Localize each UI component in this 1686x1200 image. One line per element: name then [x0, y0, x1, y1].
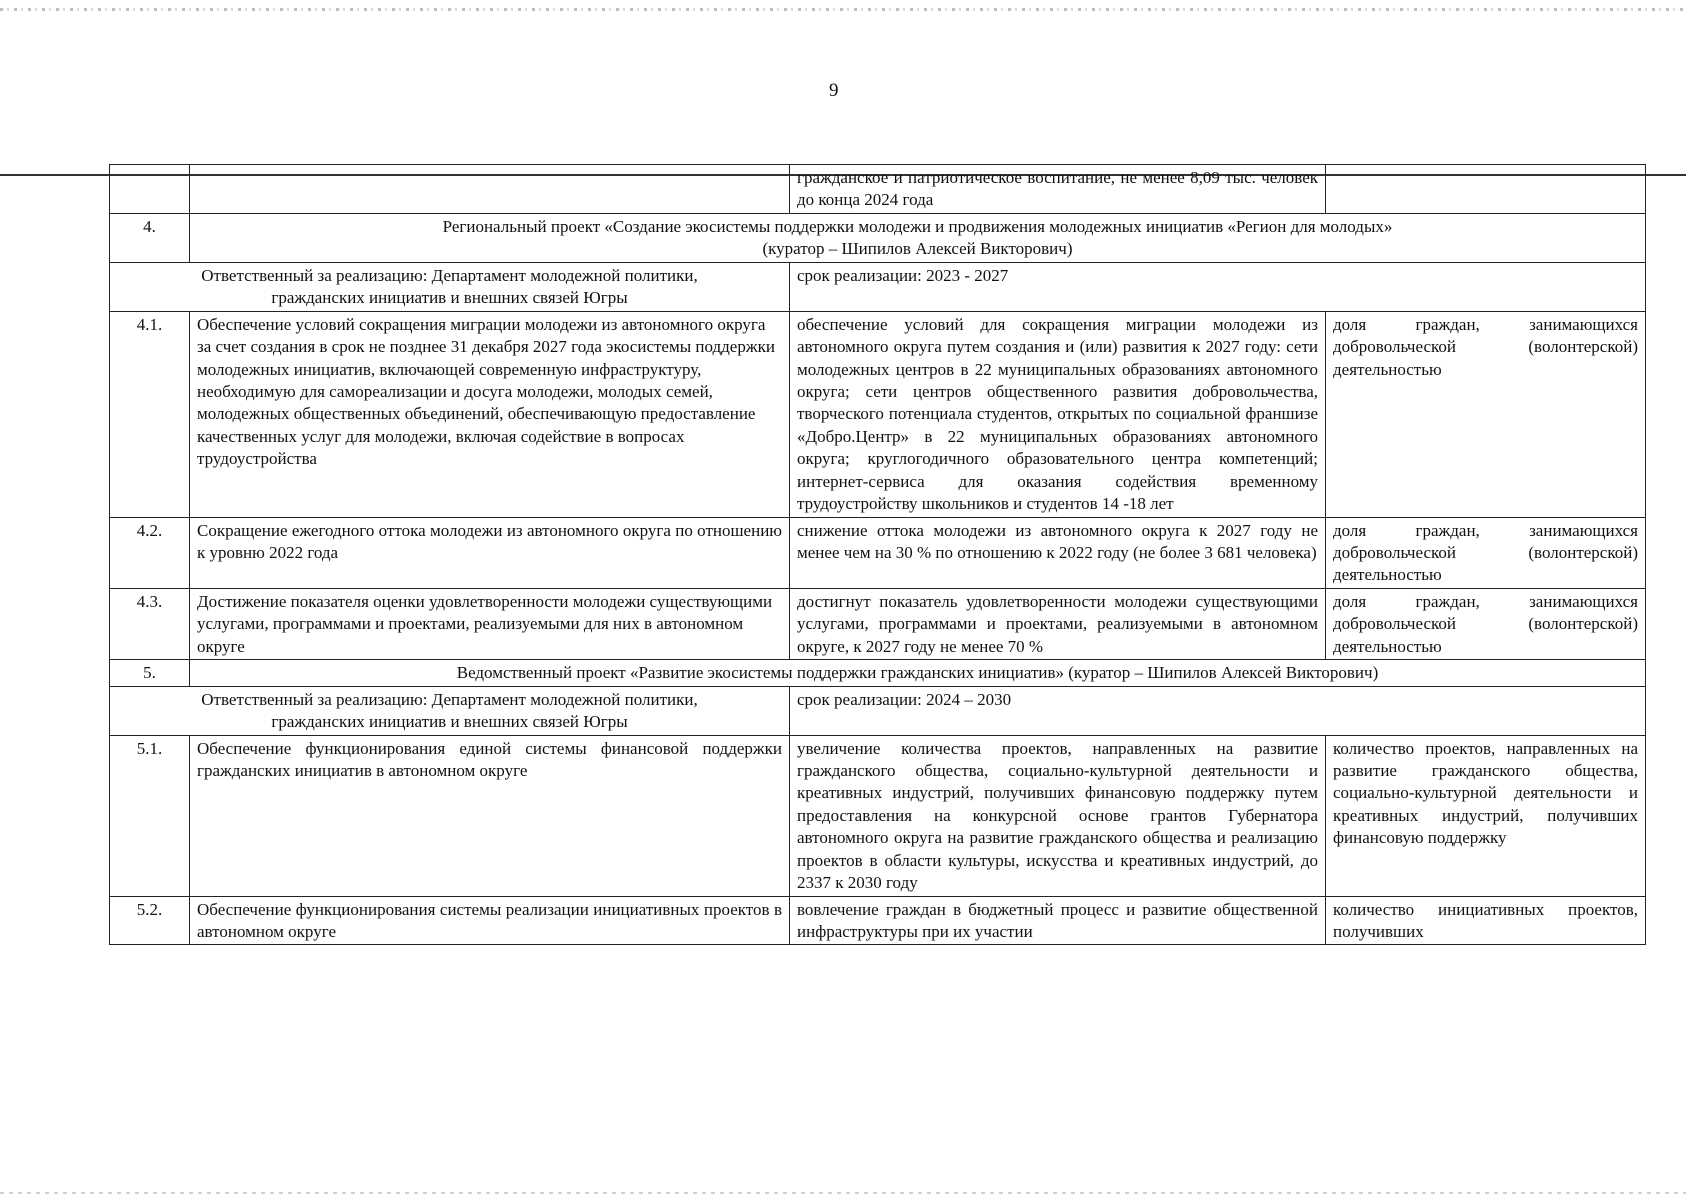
row-number: 5.1.: [110, 735, 190, 896]
row-indicator: количество проектов, направленных на развитие гражданского общества, социально-культурной деятельности и креативных индустрий, получивших финансовую поддержку: [1326, 735, 1646, 896]
page-number: 9: [829, 80, 839, 101]
carryover-task-cell: [190, 165, 790, 214]
row-number: 4.2.: [110, 517, 190, 588]
section-5-responsible-line-2: гражданских инициатив и внешних связей Югры: [271, 712, 628, 732]
section-4-responsible-line-1: Ответственный за реализацию: Департамент молодежной политики,: [201, 265, 698, 285]
row-number: 4.1.: [110, 311, 190, 517]
section-4-term: срок реализации: 2023 - 2027: [790, 262, 1646, 311]
table-row-5-1: [110, 735, 1646, 896]
row-result: снижение оттока молодежи из автономного округа к 2027 году не менее чем на 30 % по отношению к 2022 году (не более 3 681 человека): [790, 517, 1326, 588]
row-task: Обеспечение функционирования единой системы финансовой поддержки гражданских инициатив в автономном округе: [190, 735, 790, 896]
section-4-responsible-line-2: гражданских инициатив и внешних связей Югры: [271, 288, 628, 308]
row-indicator: количество инициативных проектов, получивших: [1326, 896, 1646, 945]
section-4-number: 4.: [110, 213, 190, 262]
row-result: вовлечение граждан в бюджетный процесс и развитие общественной инфраструктуры при их участии: [790, 896, 1326, 945]
section-5-responsible: [110, 686, 790, 735]
scan-edge-top: [0, 8, 1686, 11]
row-task: Сокращение ежегодного оттока молодежи из автономного округа по отношению к уровню 2022 года: [190, 517, 790, 588]
scan-edge-bottom: [0, 1192, 1686, 1194]
table-row-4-2: [110, 517, 1646, 588]
row-task: Обеспечение условий сокращения миграции молодежи из автономного округа за счет создания в срок не позднее 31 декабря 2027 года экосистемы поддержки молодежных инициатив, включающей современную инфраструктуру, необходимую для самореализации и досуга молодежи, молодых семей, молодежных общественных объединений, обеспечивающую предоставление качественных услуг для молодежи, включая содействие в вопросах трудоустройства: [190, 311, 790, 517]
table-row-4-3: [110, 588, 1646, 659]
section-5-responsible-line-1: Ответственный за реализацию: Департамент молодежной политики,: [201, 689, 698, 709]
section-5-title: Ведомственный проект «Развитие экосистемы поддержки гражданских инициатив» (куратор – Шипилов Алексей Викторович): [190, 660, 1646, 686]
plan-table: [109, 164, 1646, 945]
section-4-responsible-row: [110, 262, 1646, 311]
section-5-header-row: [110, 660, 1646, 686]
section-5-term: срок реализации: 2024 – 2030: [790, 686, 1646, 735]
section-5-number: 5.: [110, 660, 190, 686]
row-task: Обеспечение функционирования системы реализации инициативных проектов в автономном округе: [190, 896, 790, 945]
row-number: 4.3.: [110, 588, 190, 659]
section-4-responsible: [110, 262, 790, 311]
row-result: увеличение количества проектов, направленных на развитие гражданского общества, социально-культурной деятельности и креативных индустрий, получивших финансовую поддержку путем предоставления на конкурсной основе грантов Губернатора автономного округа на развитие гражданского общества и реализацию проектов в области культуры, искусства и креативных индустрий, до 2337 к 2030 году: [790, 735, 1326, 896]
row-number: 5.2.: [110, 896, 190, 945]
section-5-responsible-row: [110, 686, 1646, 735]
section-4-header-row: [110, 213, 1646, 262]
row-indicator: доля граждан, занимающихся добровольческой (волонтерской) деятельностью: [1326, 517, 1646, 588]
section-4-title-line-1: Региональный проект «Создание экосистемы поддержки молодежи и продвижения молодежных инициатив «Регион для молодых»: [442, 216, 1393, 236]
table-row-5-2: [110, 896, 1646, 945]
carryover-number-cell: [110, 165, 190, 214]
carryover-row: [110, 165, 1646, 214]
section-4-title-line-2: (куратор – Шипилов Алексей Викторович): [762, 239, 1073, 259]
table-row-4-1: [110, 311, 1646, 517]
carryover-indicator-cell: [1326, 165, 1646, 214]
row-indicator: доля граждан, занимающихся добровольческой (волонтерской) деятельностью: [1326, 311, 1646, 517]
row-indicator: доля граждан, занимающихся добровольческой (волонтерской) деятельностью: [1326, 588, 1646, 659]
row-result: достигнут показатель удовлетворенности молодежи существующими услугами, программами и проектами, реализуемыми в автономном округе, к 2027 году не менее 70 %: [790, 588, 1326, 659]
section-4-title: [190, 213, 1646, 262]
row-result: обеспечение условий для сокращения миграции молодежи из автономного округа путем создания и (или) развития к 2027 году: сети молодежных центров в 22 муниципальных образованиях автономного округа; сети центров общественного развития добровольчества, творческого потенциала студентов, открытых по социальной франшизе «Добро.Центр» в 22 муниципальных образованиях автономного округа; круглогодичного образовательного центра компетенций; интернет-сервиса для оказания содействия временному трудоустройству школьников и студентов 14 -18 лет: [790, 311, 1326, 517]
row-task: Достижение показателя оценки удовлетворенности молодежи существующими услугами, программами и проектами, реализуемыми для них в автономном округе: [190, 588, 790, 659]
carryover-result: гражданское и патриотическое воспитание, не менее 8,09 тыс. человек до конца 2024 года: [790, 165, 1326, 214]
